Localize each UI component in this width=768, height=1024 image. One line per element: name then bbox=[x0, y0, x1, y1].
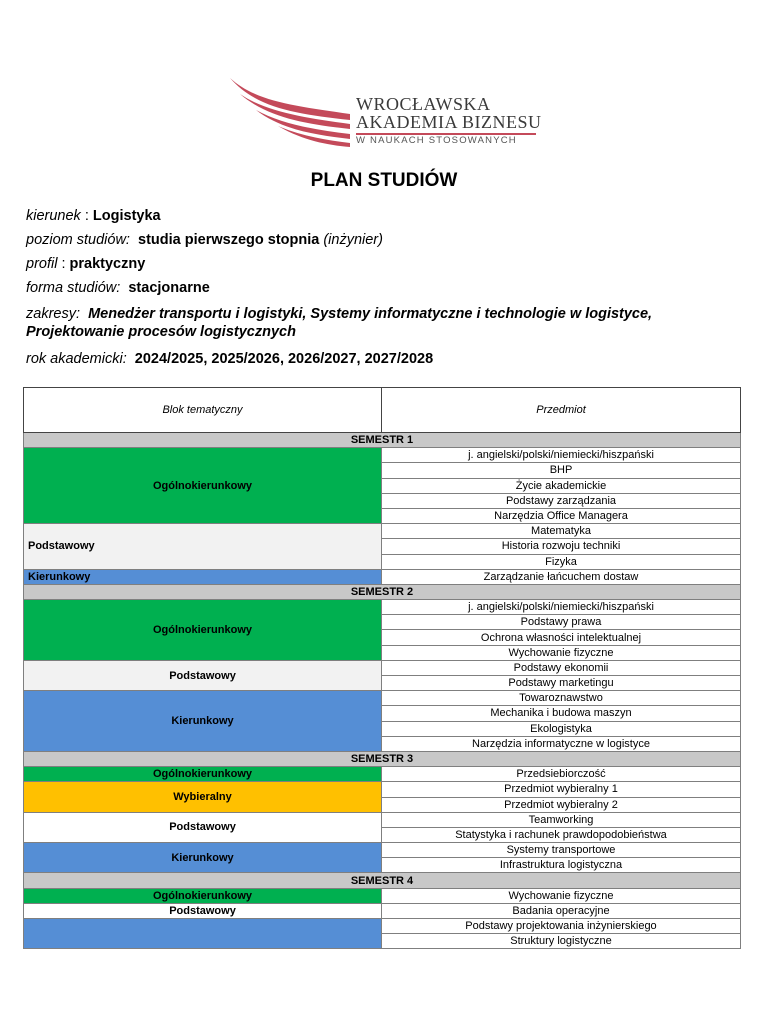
rok-label: rok akademicki: bbox=[26, 351, 127, 367]
header-przedmiot: Przedmiot bbox=[382, 388, 741, 433]
semester-row bbox=[24, 433, 741, 448]
table-header-row bbox=[24, 388, 741, 433]
table-row bbox=[24, 767, 741, 782]
block-category-cell: Kierunkowy bbox=[24, 569, 382, 584]
wing-logo-icon bbox=[226, 72, 356, 152]
subject-cell: Statystyka i rachunek prawdopodobieństwa bbox=[382, 827, 741, 842]
block-category-cell: Kierunkowy bbox=[24, 843, 382, 873]
subject-cell: Ochrona własności intelektualnej bbox=[382, 630, 741, 645]
kierunek-separator: : bbox=[80, 208, 93, 224]
table-row bbox=[24, 600, 741, 615]
subject-cell: Badania operacyjne bbox=[382, 903, 741, 918]
meta-poziom bbox=[26, 231, 746, 249]
subject-cell: Życie akademickie bbox=[382, 478, 741, 493]
header-blok-tematyczny: Blok tematyczny bbox=[24, 388, 382, 433]
block-category-cell: Ogólnokierunkowy bbox=[24, 600, 382, 661]
table-row bbox=[24, 691, 741, 706]
subject-cell: Fizyka bbox=[382, 554, 741, 569]
subject-cell: Podstawy zarządzania bbox=[382, 493, 741, 508]
subject-cell: Struktury logistyczne bbox=[382, 934, 741, 949]
block-category-cell: Kierunkowy bbox=[24, 691, 382, 752]
table-row bbox=[24, 782, 741, 797]
semester-label: SEMESTR 3 bbox=[24, 751, 741, 766]
subject-cell: Podstawy prawa bbox=[382, 615, 741, 630]
semester-label: SEMESTR 2 bbox=[24, 584, 741, 599]
block-category-cell: Podstawowy bbox=[24, 660, 382, 690]
subject-cell: Przedsiebiorczość bbox=[382, 767, 741, 782]
study-plan-table bbox=[23, 387, 741, 949]
page-title: PLAN STUDIÓW bbox=[310, 170, 458, 191]
subject-cell: j. angielski/polski/niemiecki/hiszpański bbox=[382, 600, 741, 615]
zakresy-label: zakresy: bbox=[26, 306, 80, 322]
semester-label: SEMESTR 1 bbox=[24, 433, 741, 448]
meta-zakresy bbox=[26, 305, 746, 341]
profil-value: praktyczny bbox=[69, 256, 146, 272]
subject-cell: Zarządzanie łańcuchem dostaw bbox=[382, 569, 741, 584]
zakresy-line2: Projektowanie procesów logistycznych bbox=[26, 324, 296, 340]
block-category-cell: Ogólnokierunkowy bbox=[24, 448, 382, 524]
table-row bbox=[24, 569, 741, 584]
block-category-cell: Ogólnokierunkowy bbox=[24, 767, 382, 782]
table-row bbox=[24, 812, 741, 827]
subject-cell: Historia rozwoju techniki bbox=[382, 539, 741, 554]
profil-label: profil bbox=[26, 256, 58, 272]
subject-cell: Mechanika i budowa maszyn bbox=[382, 706, 741, 721]
university-logo bbox=[226, 72, 546, 152]
table-row bbox=[24, 660, 741, 675]
semester-row bbox=[24, 584, 741, 599]
meta-kierunek bbox=[26, 207, 746, 225]
semester-row bbox=[24, 873, 741, 888]
subject-cell: Wychowanie fizyczne bbox=[382, 645, 741, 660]
subject-cell: Matematyka bbox=[382, 524, 741, 539]
semester-label: SEMESTR 4 bbox=[24, 873, 741, 888]
table-row bbox=[24, 888, 741, 903]
table-row bbox=[24, 903, 741, 918]
table-row bbox=[24, 524, 741, 539]
block-category-cell: Podstawowy bbox=[24, 812, 382, 842]
forma-value: stacjonarne bbox=[128, 280, 210, 296]
subject-cell: Systemy transportowe bbox=[382, 843, 741, 858]
block-category-cell: Wybieralny bbox=[24, 782, 382, 812]
logo-text-line2: AKADEMIA BIZNESU bbox=[356, 112, 542, 132]
block-category-cell: Podstawowy bbox=[24, 903, 382, 918]
subject-cell: Wychowanie fizyczne bbox=[382, 888, 741, 903]
subject-cell: Ekologistyka bbox=[382, 721, 741, 736]
block-category-cell bbox=[24, 919, 382, 949]
forma-label: forma studiów: bbox=[26, 280, 121, 296]
meta-forma bbox=[26, 279, 746, 297]
block-category-cell: Podstawowy bbox=[24, 524, 382, 570]
subject-cell: Narzędzia Office Managera bbox=[382, 508, 741, 523]
subject-cell: Przedmiot wybieralny 1 bbox=[382, 782, 741, 797]
table-row bbox=[24, 448, 741, 463]
kierunek-value: Logistyka bbox=[92, 208, 161, 224]
subject-cell: Podstawy ekonomii bbox=[382, 660, 741, 675]
table-row bbox=[24, 919, 741, 934]
rok-value: 2024/2025, 2025/2026, 2026/2027, 2027/2028 bbox=[134, 351, 434, 367]
subject-cell: BHP bbox=[382, 463, 741, 478]
profil-separator: : bbox=[57, 256, 70, 272]
subject-cell: Podstawy projektowania inżynierskiego bbox=[382, 919, 741, 934]
logo-text-line3: W NAUKACH STOSOWANYCH bbox=[356, 135, 517, 146]
meta-rok bbox=[26, 350, 746, 368]
subject-cell: Infrastruktura logistyczna bbox=[382, 858, 741, 873]
subject-cell: Przedmiot wybieralny 2 bbox=[382, 797, 741, 812]
subject-cell: Narzędzia informatyczne w logistyce bbox=[382, 736, 741, 751]
logo-text-line1: WROCŁAWSKA bbox=[356, 94, 491, 114]
poziom-label: poziom studiów: bbox=[26, 232, 130, 248]
zakresy-line1: Menedżer transportu i logistyki, Systemy informatyczne i technologie w logistyce, bbox=[88, 306, 653, 322]
block-category-cell: Ogólnokierunkowy bbox=[24, 888, 382, 903]
meta-profil bbox=[26, 255, 746, 273]
subject-cell: Towaroznawstwo bbox=[382, 691, 741, 706]
poziom-note: (inżynier) bbox=[323, 232, 383, 248]
subject-cell: Podstawy marketingu bbox=[382, 676, 741, 691]
kierunek-label: kierunek bbox=[26, 208, 81, 224]
poziom-value: studia pierwszego stopnia bbox=[138, 232, 320, 248]
table-row bbox=[24, 843, 741, 858]
subject-cell: j. angielski/polski/niemiecki/hiszpański bbox=[382, 448, 741, 463]
subject-cell: Teamworking bbox=[382, 812, 741, 827]
semester-row bbox=[24, 751, 741, 766]
